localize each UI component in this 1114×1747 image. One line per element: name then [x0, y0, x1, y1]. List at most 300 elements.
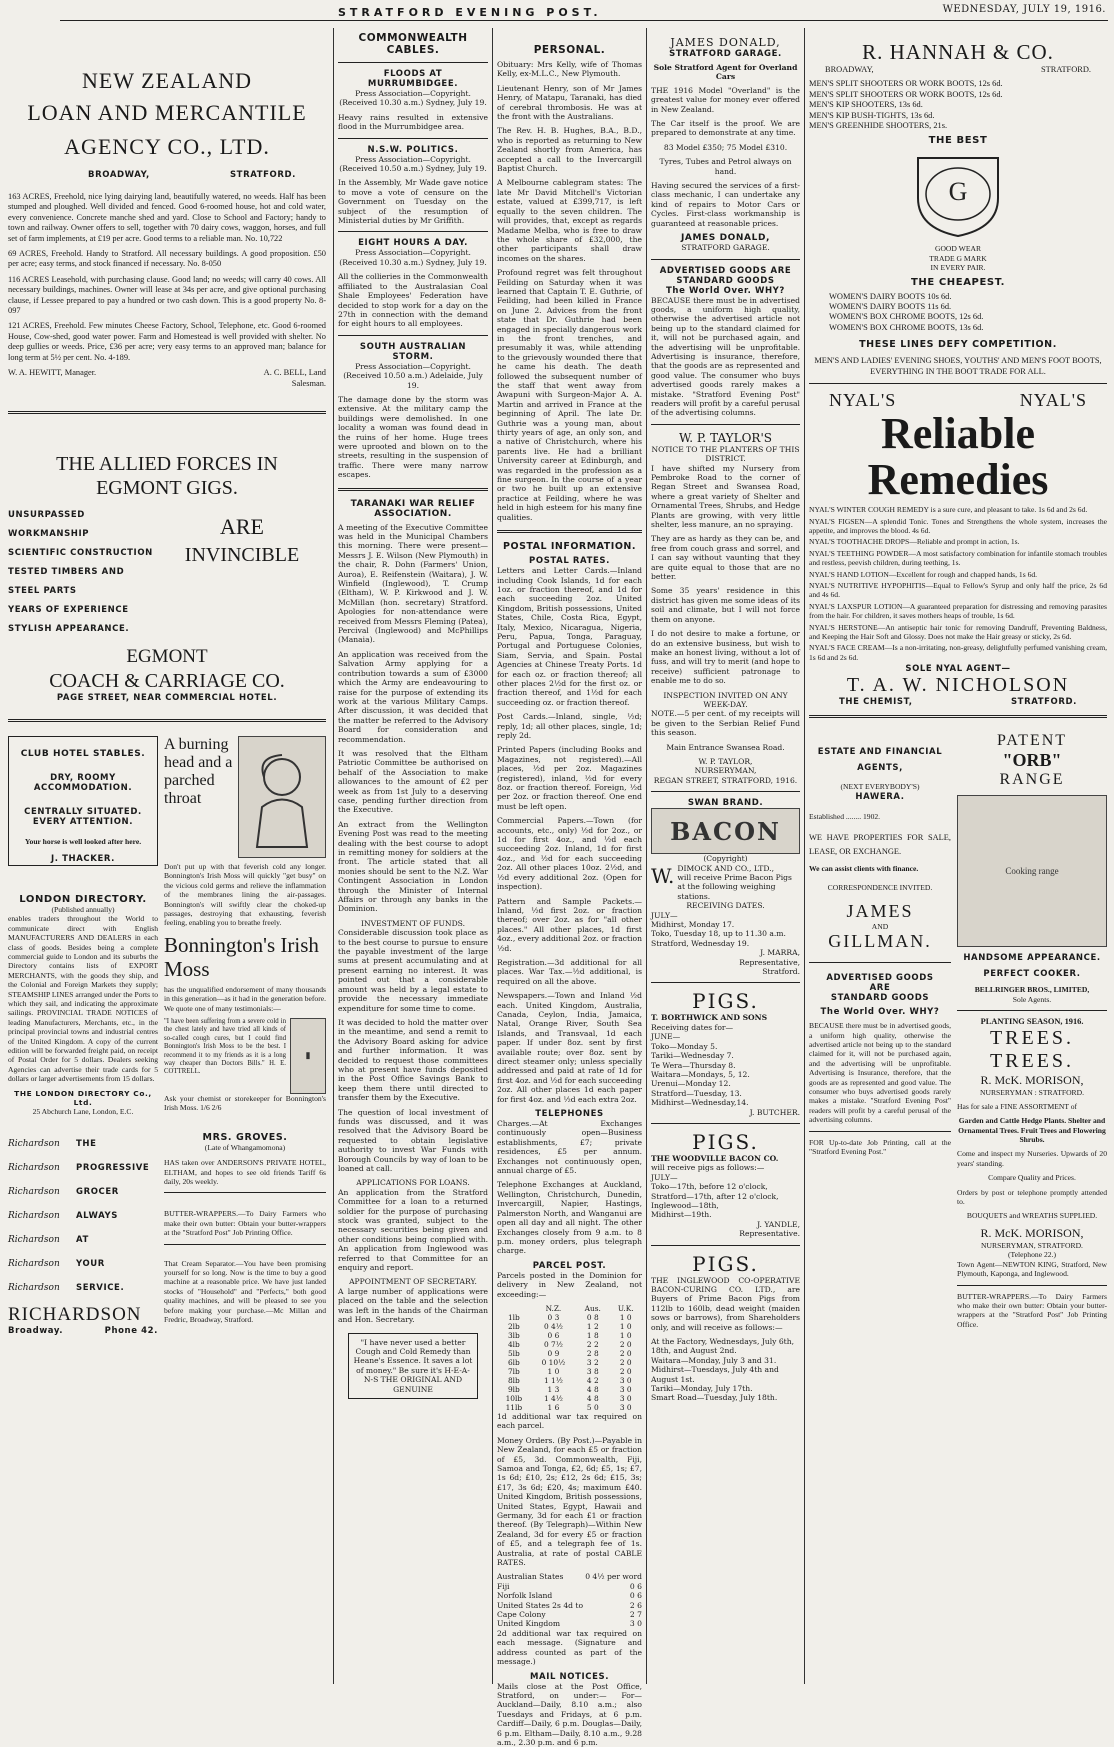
richardson-name: Richardson	[8, 1276, 68, 1300]
inglewood-date: At the Factory, Wednesdays, July 6th, 18th, and August 2nd.	[651, 1337, 800, 1356]
donald-text: 83 Model £350; 75 Model £310.	[651, 143, 800, 152]
nz-listing: 121 ACRES, Freehold. Few minutes Cheese Factory, School, Telephone, etc. Good 6-roomed House, Cow-shed, good water power. Farm and Homestead is well provided with shelter. No deep gullies or weeds. Price, £36 per acre; very easy terms to an approved man; balance for long term at 5½ per cent. No. 4-189.	[8, 321, 326, 363]
allied-lines	[8, 506, 158, 639]
table-cell: 0 6	[531, 1331, 576, 1340]
table-cell: 1 0	[609, 1322, 642, 1331]
borthwick-text: Receiving dates for—	[651, 1023, 800, 1032]
borthwick-date: Tariki—Wednesday 7.	[651, 1051, 800, 1060]
jg-correspondence: CORRESPONDENCE INVITED.	[809, 883, 951, 892]
hannah-line: WOMEN'S BOX CHROME BOOTS, 12s 6d.	[829, 312, 1107, 322]
article-text: Lieutenant Henry, son of Mr James Henry, of Matapu, Taranaki, has died of cerebral thrombosis. He was at the front with the Australians.	[497, 84, 642, 122]
table-cell: 0 4½	[531, 1322, 576, 1331]
table-row	[497, 1322, 642, 1331]
cable-dest: Fiji	[497, 1582, 509, 1591]
hannah-best: THE BEST	[809, 135, 1107, 146]
parcel-post-title: PARCEL POST.	[497, 1261, 642, 1271]
allied-line: YEARS OF EXPERIENCE	[8, 601, 158, 620]
section-rule	[338, 138, 488, 139]
article-text: Charges.—At Exchanges continuously open—Business establishments, £7; private residences, £5 per annum. Exchanges not continuously open, annual charge of £5.	[497, 1119, 642, 1175]
nicholson-town: STRATFORD.	[1011, 697, 1077, 707]
section-rule	[338, 62, 488, 63]
richardson-address: Broadway.	[8, 1326, 63, 1336]
table-row	[497, 1403, 642, 1412]
man-holding-head-icon	[242, 747, 322, 847]
richardson-ad	[8, 1132, 158, 1336]
allied-line: STEEL PARTS	[8, 582, 158, 601]
good-wear-mid: TRADE G MARK	[809, 254, 1107, 263]
section-rule	[809, 962, 951, 963]
article-text: An extract from the Wellington Evening Post was read to the meeting dealing with the best course to adopt in remitting money for soldiers at the front. The article stated that all monies should be sent to the N.Z. War Contingent Association in London through the Minister of Internal Affairs or through any banks in the Dominion.	[338, 820, 488, 914]
table-header	[497, 1304, 642, 1313]
article-text: Printed Papers (including Books and Magazines, not registered).—All places, ½d per 2oz. Magazines (registered), inland, ½d for every 8oz. or fraction thereof. Foreign, ½d per 2oz. or fraction thereof. One end must be left open.	[497, 745, 642, 811]
nyals-right: NYAL'S	[1020, 390, 1087, 411]
morison-name-2: R. McK. MORISON,	[957, 1226, 1107, 1241]
column-1	[8, 28, 326, 1684]
richardson-word: YOUR	[76, 1252, 105, 1276]
postal-title: POSTAL INFORMATION.	[497, 541, 642, 552]
section-rule	[651, 1123, 800, 1124]
heanes-ad: "I have never used a better Cough and Cold Remedy than Heane's Essence. It saves a lot of money." Be sure it's H-E-A-N-S THE ORIGINAL AND GENUINE	[348, 1333, 478, 1399]
header-rule	[60, 20, 1108, 21]
table-cell: 7lb	[497, 1367, 531, 1376]
nz-listing: 163 ACRES, Freehold, nice lying dairying land, beautifully watered, no weeds. Half has been stumped and ploughed. Well divided and fenced. Good 6-roomed house, hot and cold water, every convenience. Concrete manche shed and yard. Close to School and Factory; handy to town and railway. Owner offers to sell, together with 70 dairy cows, waggon, horses, and full set of farm implements, at £19 per acre. Good terms to a reliable man. No. 10,722	[8, 192, 326, 244]
dimock-name: DIMOCK AND CO., LTD.,	[677, 864, 800, 873]
nyals-item: NYAL'S WINTER COUGH REMEDY is a sure cure, and pleasant to take. 1s 6d and 2s 6d.	[809, 505, 1107, 514]
headline: EIGHT HOURS A DAY.	[338, 238, 488, 248]
planting-title: PLANTING SEASON, 1916.	[957, 1017, 1107, 1027]
postal-rates-title: POSTAL RATES.	[497, 556, 642, 566]
adv-title: ADVERTISED GOODS	[809, 973, 951, 983]
cable-dest: Australian States	[497, 1572, 563, 1581]
taylor-title: W. P. TAYLOR'S	[651, 431, 800, 445]
remedies-title: Remedies	[809, 457, 1107, 503]
nyals-item: NYAL'S HERSTONE—An antiseptic hair tonic for removing Dandruff, Preventing Baldness, and Keeping the Hair Soft and Glossy. Does not make the Hair greasy or sticky, 2s 6d.	[809, 623, 1107, 642]
nyals-left: NYAL'S	[829, 390, 896, 411]
section-rule	[809, 715, 1107, 718]
morison-text: Compare Quality and Prices.	[957, 1173, 1107, 1182]
club-line: CENTRALLY SITUATED. EVERY ATTENTION.	[13, 807, 153, 827]
taylor-text: Main Entrance Swansea Road.	[651, 743, 800, 752]
telephones-title: TELEPHONES	[497, 1109, 642, 1119]
section-rule	[651, 791, 800, 792]
allied-line: SCIENTIFIC CONSTRUCTION	[8, 544, 158, 563]
table-cell: 0 3	[531, 1313, 576, 1322]
trees-2: TREES.	[957, 1050, 1107, 1073]
inglewood-date: Midhirst—Tuesdays, July 4th and August 1st.	[651, 1365, 800, 1384]
good-wear-bottom: IN EVERY PAIR.	[809, 263, 1107, 272]
allied-line: TESTED TIMBERS AND	[8, 563, 158, 582]
richardson-footer	[8, 1326, 158, 1336]
club-bonnington-row	[8, 736, 326, 1118]
morison-text: BOUQUETS and WREATHS SUPPLIED.	[957, 1211, 1107, 1220]
article-text: Considerable discussion took place as to the best course to pursue to ensure the payable investment of the large sums at present accumulating and at present earning no interest. It was pointed out that a considerable amount was held by a legal estate to provide the necessary immediate expenditure for some time to come.	[338, 928, 488, 1013]
article-text: An application from the Stratford Committee for a loan to a returned soldier for the purpose of purchasing stock was granted, subject to the necessary securities being given and other conditions being complied with. An application from Inglewood was referred to that Committee for an enquiry and report.	[338, 1188, 488, 1273]
hannah-line: WOMEN'S DAIRY BOOTS 10s 6d.	[829, 292, 1107, 302]
nz-address-right: STRATFORD.	[230, 170, 296, 180]
section-rule	[957, 1010, 1107, 1011]
article-text: Newspapers.—Town and Inland ½d each. United Kingdom, Australia, Canada, Ceylon, India, Jamaica, Natal, Orange River, South Sea Islands, and Transvaal, 1d each paper. If under 8oz. sent by first available route; over 8oz. sent by direct steamer only; unless specially addressed and paid at rate of 1d for first 4oz. and ½d for each succeeding 2oz. All other places 1d each paper for first 4oz. and ½d each extra 2oz.	[497, 991, 642, 1104]
table-cell: 3 0	[609, 1394, 642, 1403]
jg-gillman: GILLMAN.	[809, 931, 951, 952]
pigs-title: PIGS.	[651, 1130, 800, 1154]
dimock-initial: W.	[651, 864, 674, 902]
donald-agent: Sole Stratford Agent for Overland Cars	[651, 63, 800, 82]
nyals-item: NYAL'S TOOTHACHE DROPS—Reliable and prompt in action, 1s.	[809, 537, 1107, 546]
dimock-line: Toko, Tuesday 18, up to 11.30 a.m.	[651, 929, 800, 938]
bonnington-title: Bonnington's Irish Moss	[164, 933, 326, 981]
section-rule	[8, 719, 326, 722]
column-divider	[333, 28, 334, 1684]
nz-listing: 69 ACRES, Freehold. Handy to Stratford. All necessary buildings. A good proposition. £50 per acre; easy terms, and stock financed if necessary. No. 8-050	[8, 249, 326, 270]
hannah-line: WOMEN'S DAIRY BOOTS 11s 6d.	[829, 302, 1107, 312]
donald-text: Tyres, Tubes and Petrol always on hand.	[651, 157, 800, 176]
headline: N.S.W. POLITICS.	[338, 145, 488, 155]
burn-text: Don't put up with that feverish cold any longer. Bonnington's Irish Moss will quickly "get busy" on the vicious cold germs and relieve the inflammation of the membranes lining the air-passages. Bonnington's will swiftly clear the choked-up passages, destroying that exhausting, feverish feeling, enabling you to breathe freely.	[164, 862, 326, 928]
cable-rate: 0 6	[630, 1591, 642, 1600]
article-text: The damage done by the storm was extensive. At the military camp the buildings were demolished. In one locality a woman was found dead in the ruins of her home. Huge trees were uprooted and blown on to the streets, resulting in the suspension of traffic. There were many narrow escapes.	[338, 395, 488, 480]
table-header-cell	[497, 1304, 531, 1313]
woodville-date: Inglewood—18th,	[651, 1201, 800, 1210]
cable-dest: Norfolk Island	[497, 1591, 552, 1600]
trees-1: TREES.	[957, 1027, 1107, 1050]
mrs-groves-title: MRS. GROVES.	[164, 1132, 326, 1143]
table-cell: 3 8	[576, 1367, 609, 1376]
cable-rate: 0 4½ per word	[585, 1572, 642, 1581]
column-divider	[492, 28, 493, 1684]
article-text: 2d additional war tax required on each message. (Signature and address counted as part of the message.)	[497, 1629, 642, 1667]
inglewood-text: THE INGLEWOOD CO-OPERATIVE BACON-CURING CO. LTD., are Buyers of Prime Bacon Pigs from 112lb to 160lb, dead weight (maiden sows or barrows), from Shareholders only, and will receive as follows:—	[651, 1276, 800, 1332]
taylor-sign: REGAN STREET, STRATFORD, 1916.	[651, 776, 800, 785]
table-cell: 8lb	[497, 1376, 531, 1385]
inglewood-date: Waitara—Monday, July 3 and 31.	[651, 1356, 800, 1365]
adv-title: ADVERTISED GOODS ARE STANDARD GOODS	[651, 266, 800, 286]
table-cell: 1 4½	[531, 1394, 576, 1403]
reliable-title: Reliable	[809, 411, 1107, 457]
article-text: Profound regret was felt throughout Feilding on Saturday when it was learned that Captain T. E. Guthrie, of Feilding, had been killed in France on June 2. Advices from the front state that Dr. Guthrie had been engaged in specially dangerous work in the front trenches, and presumably it was, while attending to the grievously wounded there that he came his death. The death followed the subsequent number of the staff that went away from Awapuni with Surgeon-Major A. A. Martin and arrived in France at the beginning of April. The late Dr. Guthrie was a young man, about thirty years of age, an only son, and a native of Christchurch, where his parents live. He had a brilliant University career at Edinburgh, and was regarded in the profession as a fine surgeon. In the course of a year or two he built up an extensive practice at Feilding, where he was held in high esteem for his many fine qualities.	[497, 268, 642, 522]
london-address: 25 Abchurch Lane, London, E.C.	[8, 1107, 158, 1116]
article-text: It was resolved that the Eltham Patriotic Committee be authorised on behalf of the Association to make allowances to the amount of £2 per week as from 1st July to a deserving case, pending further direction from the Executive.	[338, 749, 488, 815]
table-row	[497, 1385, 642, 1394]
borthwick-date: Midhirst—Wednesday,14.	[651, 1098, 800, 1107]
james-gillman-ad	[809, 726, 951, 1334]
table-row	[497, 1376, 642, 1385]
table-cell: 4 8	[576, 1385, 609, 1394]
section-rule	[164, 1244, 326, 1245]
jg-and: AND	[809, 922, 951, 931]
table-cell: 0 8	[576, 1313, 609, 1322]
table-cell: 1 0	[609, 1331, 642, 1340]
svg-text:G: G	[949, 177, 968, 206]
morison-sub: NURSERYMAN : STRATFORD.	[957, 1088, 1107, 1097]
good-wear-shield-icon	[910, 150, 1006, 240]
dimock-line: Midhirst, Monday 17.	[651, 920, 800, 929]
article-text: A large number of applications were placed on the table and the selection was left in the hands of the Chairman and Hon. Secretary.	[338, 1287, 488, 1325]
table-cell: 3 0	[609, 1403, 642, 1412]
table-header-cell: U.K.	[609, 1304, 642, 1313]
masthead: STRATFORD EVENING POST.	[338, 6, 602, 19]
nyals-item: NYAL'S LAXSPUR LOTION—A guaranteed preparation for distressing and removing parasites from the hair. For children, it saves mothers heaps of trouble, 1s 6d.	[809, 602, 1107, 621]
mrs-groves-text: HAS taken over ANDERSON'S PRIVATE HOTEL, ELTHAM, and hopes to see old friends Tariff 6s daily, 20s weekly.	[164, 1158, 326, 1186]
section-rule	[338, 488, 488, 491]
cable-rate: 3 0	[630, 1619, 642, 1628]
nyals-item: NYAL'S TEETHING POWDER—A most satisfactory combination for infantile stomach troubles and restless, peevish children, during teething, 1s.	[809, 549, 1107, 568]
richardson-row	[8, 1156, 158, 1180]
table-cell: 0 9	[531, 1349, 576, 1358]
nz-title-2: LOAN AND MERCANTILE	[8, 100, 326, 126]
inglewood-date: Tariki—Monday, July 17th.	[651, 1384, 800, 1393]
dimock-sign: Stratford.	[651, 967, 800, 976]
jg-agents: ESTATE AND FINANCIAL AGENTS,	[809, 744, 951, 776]
richardson-word: SERVICE.	[76, 1276, 124, 1300]
orb-sole: Sole Agents.	[957, 995, 1107, 1004]
table-cell: 2 0	[609, 1349, 642, 1358]
taylor-text: NOTE.—5 per cent. of my receipts will be given to the Serbian Relief Fund this season.	[651, 709, 800, 737]
taylor-inspect: INSPECTION INVITED ON ANY WEEK-DAY.	[651, 691, 800, 710]
section-rule	[338, 335, 488, 336]
hannah-line: MEN'S GREENHIDE SHOOTERS, 21s.	[809, 121, 1107, 131]
allied-are: ARE	[158, 514, 326, 540]
richardson-row	[8, 1276, 158, 1300]
hannah-address-left: BROADWAY,	[825, 65, 874, 75]
club-owner: J. THACKER.	[13, 854, 153, 864]
nyals-item: NYAL'S NUTRITIVE HYPOPHITIS—Equal to Fellow's Syrup and only half the price, 2s 6d and 4s 6d.	[809, 581, 1107, 600]
donald-sub: STRATFORD GARAGE.	[651, 49, 800, 59]
table-cell: 11lb	[497, 1403, 531, 1412]
section-rule	[809, 1131, 951, 1132]
borthwick-date: Stratford—Tuesday, 13.	[651, 1089, 800, 1098]
article-text: An application was received from the Salvation Army applying for a contribution towards a sum of £3000 which the Army are endeavouring to raise for the purpose of extending its work at the various Military Camps. After discussion, it was decided that the matter be referred to the Advisory Board for consideration and recommendation.	[338, 650, 488, 744]
bacon-logo: BACON	[651, 808, 800, 854]
morison-text: Garden and Cattle Hedge Plants. Shelter and Ornamental Trees. Fruit Trees and Flowering Shrubs.	[957, 1116, 1107, 1144]
section-rule	[338, 231, 488, 232]
nicholson-chemist: THE CHEMIST,	[839, 697, 913, 707]
london-title: LONDON DIRECTORY.	[8, 894, 158, 905]
table-cell: 3 0	[609, 1376, 642, 1385]
article-text: Commercial Papers.—Town (for accounts, etc., only) ½d for 2oz., or 1d for first 4oz., and ½d each succeeding 2oz. Inland, 1d for first 4oz., and ½d for each succeeding 2oz. All other places 10oz. 2½d, and ½d every additional 2oz. (Open for inspection).	[497, 816, 642, 891]
nicholson-name: T. A. W. NICHOLSON	[809, 674, 1107, 697]
burning-caption: A burning head and a parched throat	[164, 736, 234, 858]
table-row	[497, 1358, 642, 1367]
egmont-subtitle: COACH & CARRIAGE CO.	[8, 669, 326, 693]
borthwick-name: T. BORTHWICK AND SONS	[651, 1013, 800, 1022]
table-cell: 2 0	[609, 1367, 642, 1376]
woodville-sign: J. YANDLE,	[651, 1220, 800, 1229]
dateline: Press Association—Copyright. (Received 10.50 a.m.) Adelaide, July 19.	[338, 362, 488, 390]
cable-rate: 2 7	[630, 1610, 642, 1619]
nz-title-1: NEW ZEALAND	[8, 68, 326, 94]
dimock-sign: Representative,	[651, 958, 800, 967]
morison-sub-2: NURSERYMAN, STRATFORD.	[957, 1241, 1107, 1250]
table-row	[497, 1349, 642, 1358]
pigs-title: PIGS.	[651, 1252, 800, 1276]
richardson-row	[8, 1228, 158, 1252]
table-cell: 1 3	[531, 1385, 576, 1394]
article-text: It was decided to hold the matter over in the meantime, and send a remit to the Advisory Board asking for advice and further information. It was decided to request those committees who at present have funds deposited in the Post Office Savings Bank to keep them there until directed to transfer them by the Executive.	[338, 1018, 488, 1103]
table-header-cell: N.Z.	[531, 1304, 576, 1313]
adv-are: ARE	[809, 983, 951, 993]
mail-notices-title: MAIL NOTICES.	[497, 1672, 642, 1682]
section-rule	[651, 982, 800, 983]
section-rule	[497, 530, 642, 533]
page-header	[0, 0, 1114, 22]
job-printing: FOR Up-to-date Job Printing, call at the "Stratford Evening Post."	[809, 1138, 951, 1157]
table-cell: 4 8	[576, 1394, 609, 1403]
richardson-word: GROCER	[76, 1180, 119, 1204]
club-line: DRY, ROOMY ACCOMMODATION.	[13, 773, 153, 793]
hannah-line: WOMEN'S BOX CHROME BOOTS, 13s 6d.	[829, 323, 1107, 333]
jg-established: Established ........ 1902.	[809, 812, 951, 821]
allied-invincible: INVINCIBLE	[158, 544, 326, 567]
nyals-item: NYAL'S FIGSEN—A splendid Tonic. Tones and Strengthens the whole system, increases the appetite, and improves the blood. 4s 6d.	[809, 517, 1107, 536]
hannah-cheapest: THE CHEAPEST.	[809, 277, 1107, 288]
table-cell: 1 0	[609, 1313, 642, 1322]
butter-wrappers-text: BUTTER-WRAPPERS.—To Dairy Farmers who make their own butter: Obtain your butter-wrappers at the "Stratford Post" Job Printing Office.	[164, 1209, 326, 1237]
cables-title: COMMONWEALTH CABLES.	[338, 32, 488, 56]
table-cell: 2 8	[576, 1349, 609, 1358]
borthwick-date: Waitara—Mondays, 5, 12.	[651, 1070, 800, 1079]
table-cell: 5 0	[576, 1403, 609, 1412]
swan-brand: SWAN BRAND.	[651, 798, 800, 808]
nz-address-left: BROADWAY,	[88, 170, 150, 180]
orb-agents: BELLRINGER BROS., LIMITED,	[957, 985, 1107, 994]
table-cell: 4 2	[576, 1376, 609, 1385]
table-cell: 9lb	[497, 1385, 531, 1394]
table-cell: 3lb	[497, 1331, 531, 1340]
article-text: The question of local investment of funds was discussed, and it was resolved that the Advisory Board be requested to obtain legislative authority to invest War Funds with Borough Councils by way of loan to be loaned at call.	[338, 1108, 488, 1174]
range-stove-image: Cooking range	[957, 795, 1107, 947]
subheading: APPOINTMENT OF SECRETARY.	[338, 1277, 488, 1286]
dimock-text: will receive Prime Bacon Pigs at the following weighing stations.	[677, 873, 800, 901]
dateline: Press Association—Copyright. (Received 10.50 a.m.) Sydney, July 19.	[338, 155, 488, 174]
richardson-name: Richardson	[8, 1228, 68, 1252]
dimock-line: JULY—	[651, 911, 800, 920]
richardson-word: AT	[76, 1228, 89, 1252]
man-illustration	[238, 736, 326, 858]
good-wear-badge	[809, 150, 1107, 240]
lower-col5	[809, 726, 1107, 1334]
grocer-row	[8, 1132, 326, 1336]
table-cell: 10lb	[497, 1394, 531, 1403]
hannah-line: MEN'S SPLIT SHOOTERS OR WORK BOOTS, 12s 6d.	[809, 90, 1107, 100]
cable-rate: 2 6	[630, 1601, 642, 1610]
woodville-text: will receive pigs as follows:—	[651, 1163, 800, 1172]
hannah-mens-lines	[809, 79, 1107, 131]
subheading: APPLICATIONS FOR LOANS.	[338, 1178, 488, 1187]
donald-title: JAMES DONALD,	[651, 36, 800, 49]
hannah-address	[825, 65, 1091, 75]
allied-title-1: THE ALLIED FORCES IN	[8, 452, 326, 476]
article-text: Pattern and Sample Packets.—Inland, ½d first 2oz. or fraction thereof; over 2oz. as for "all other places." All other places, 1d first 4oz., every additional 2oz. or fraction ½d.	[497, 897, 642, 953]
woodville-name: THE WOODVILLE BACON CO.	[651, 1154, 800, 1163]
richardson-name: Richardson	[8, 1204, 68, 1228]
good-wear-top: GOOD WEAR	[809, 244, 1107, 253]
woodville-date: Stratford—17th, after 12 o'clock,	[651, 1192, 800, 1201]
borthwick-date: Toko—Monday 5.	[651, 1042, 800, 1051]
hannah-line: MEN'S KIP BUSH-TIGHTS, 13s 6d.	[809, 111, 1107, 121]
table-cell: 3 0	[609, 1385, 642, 1394]
hannah-title: R. HANNAH & CO.	[809, 40, 1107, 65]
section-rule	[809, 383, 1107, 384]
borthwick-sign: J. BUTCHER.	[651, 1108, 800, 1117]
table-cell: 1 6	[531, 1403, 576, 1412]
egmont-title: EGMONT	[8, 645, 326, 669]
section-rule	[651, 1245, 800, 1246]
column-divider	[804, 28, 805, 1684]
london-text: enables traders throughout the World to communicate direct with English MANUFACTURERS AND DEALERS in each class of goods. Besides being a complete commercial guide to London and its suburbs the Directory contains lists of EXPORT MERCHANTS, with the goods they ship, and the Colonial and Foreign Markets they supply; STEAMSHIP LINES arranged under the Ports to which they sail, and indicating the approximate sailings. PROVINCIAL TRADE NOTICES of leading Manufacturers, Merchants, etc., in the principal provincial towns and industrial centres of the United Kingdom. A copy of the current edition will be forwarded freight paid, on receipt of Postal Order for 5 dollars. Dealers seeking Agencies can advertise their trade cards for 5 dollars or larger advertisements from 15 dollars.	[8, 914, 158, 1083]
table-cell: 4lb	[497, 1340, 531, 1349]
richardson-word: PROGRESSIVE	[76, 1156, 149, 1180]
richardson-row	[8, 1180, 158, 1204]
cable-dest: Cape Colony	[497, 1610, 546, 1619]
richardson-name: Richardson	[8, 1252, 68, 1276]
article-text: Obituary: Mrs Kelly, wife of Thomas Kelly, ex-M.L.C., New Plymouth.	[497, 60, 642, 79]
orb-heading	[957, 732, 1107, 789]
article-text: Registration.—3d additional for all places. War Tax.—½d additional, is required on all the above.	[497, 958, 642, 986]
taylor-text: I have shifted my Nursery from Pembroke Road to the corner of Regan Street and Swansea Road, where a great variety of Shelter and Ornamental Trees, Shrubs, and Hedge Plants are growing, with very little shelter, less manure, an no spraying.	[651, 464, 800, 530]
cable-dest: United Kingdom	[497, 1619, 560, 1628]
nyals-header	[829, 390, 1087, 411]
jg-next: (NEXT EVERYBODY'S)	[809, 782, 951, 791]
table-header-cell: Aus.	[576, 1304, 609, 1313]
jg-james: JAMES	[809, 901, 951, 922]
article-text: A meeting of the Executive Committee was held in the Municipal Chambers this morning. There were present—Messrs J. E. Wilson (New Plymouth) in the chair, R. Dohn (Farmers' Union, Auroa), E. Reifenstein (Waitara), J. W. Winfield (Inglewood), T. Crump (Eltham), W. P. Kirkwood and J. W. McMillan (hon. secretary) Stratford. Apologies for non-attendance were received from Messrs Fleming (Patea), Percival (Inglewood) and McPhillips (Manaia).	[338, 523, 488, 645]
cable-dest: United States 2s 4d to	[497, 1601, 583, 1610]
section-rule	[651, 259, 800, 260]
taylor-text: I do not desire to make a fortune, or do an extensive business, but wish to make an honest living, without a lot of fuss, and will try to merit (and hope to receive) sufficient patronage to enable me to do so.	[651, 629, 800, 685]
adv-standard: STANDARD GOODS	[809, 993, 951, 1003]
richardson-word: ALWAYS	[76, 1204, 118, 1228]
taylor-text: Some 35 years' residence in this district has given me some ideas of its soil and climate, but I will not force them on anyone.	[651, 586, 800, 624]
nyals-agent: SOLE NYAL AGENT—	[809, 664, 1107, 674]
morison-name: R. McK. MORISON,	[957, 1073, 1107, 1088]
london-company: THE LONDON DIRECTORY Co., Ltd.	[8, 1089, 158, 1107]
hannah-defy: THESE LINES DEFY COMPETITION.	[809, 339, 1107, 350]
jg-properties: WE HAVE PROPERTIES FOR SALE, LEASE, OR EXCHANGE.	[809, 831, 951, 859]
egmont-address: PAGE STREET, NEAR COMMERCIAL HOTEL.	[8, 693, 326, 703]
allied-line: STYLISH APPEARANCE.	[8, 620, 158, 639]
richardson-name: Richardson	[8, 1180, 68, 1204]
borthwick-date: Te Wera—Thursday 8.	[651, 1061, 800, 1070]
morison-agent: Town Agent—NEWTON KING, Stratford, New Plymouth, Kaponga, and Inglewood.	[957, 1260, 1107, 1279]
headline: FLOODS AT MURRUMBIDGEE.	[338, 69, 488, 89]
nz-title-3: AGENCY CO., LTD.	[8, 134, 326, 160]
london-sub: (Published annually)	[8, 905, 158, 914]
donald-text: THE 1916 Model "Overland" is the greatest value for money ever offered in New Zealand.	[651, 86, 800, 114]
dateline: Press Association—Copyright. (Received 10.30 a.m.) Sydney, July 19.	[338, 89, 488, 108]
swan-copyright: (Copyright)	[651, 854, 800, 863]
article-text: 1d additional war tax required on each parcel.	[497, 1412, 642, 1431]
table-row	[497, 1313, 642, 1322]
dimock-dates: RECEIVING DATES.	[651, 901, 800, 910]
table-cell: 2 2	[576, 1340, 609, 1349]
table-cell: 5lb	[497, 1349, 531, 1358]
table-cell: 2lb	[497, 1322, 531, 1331]
war-relief-title: TARANAKI WAR RELIEF ASSOCIATION.	[338, 499, 488, 519]
table-row	[497, 1340, 642, 1349]
orb-name: "ORB"	[957, 750, 1107, 771]
allied-body	[8, 506, 326, 639]
taylor-sub: NOTICE TO THE PLANTERS OF THIS DISTRICT.	[651, 445, 800, 464]
orb-range: RANGE	[957, 771, 1107, 789]
cable-rate: 0 6	[630, 1582, 642, 1591]
article-text: Mails close at the Post Office, Stratford, on under:— For— Auckland—Daily, 8.10 a.m.; also Tuesdays and Fridays, at 6 p.m. Cardiff—Daily, 6 p.m. Douglas—Daily, 6 p.m. Eltham—Daily, 8.10 a.m., 9.28 a.m., 2.30 p.m. and 6 p.m.	[497, 1682, 642, 1747]
personal-title: PERSONAL.	[497, 44, 642, 56]
adv-text: BECAUSE there must be in advertised goods, a uniform high quality, otherwise the advertised article not being up to the standard claimed for it, will not be purchased again, and the advertising will be unprofitable. Advertising is insurance, therefore, that the goods are as represented and good value. The consumer who buys advertised goods rarely makes a mistake. "Stratford Evening Post" readers will profit by a careful perusal of the advertising columns.	[651, 296, 800, 418]
woodville-date: Midhirst—19th.	[651, 1210, 800, 1219]
richardson-word: THE	[76, 1132, 97, 1156]
morison-text: Has for sale a FINE ASSORTMENT of	[957, 1102, 1107, 1111]
article-text: The Rev. H. B. Hughes, B.A., B.D., who is reported as returning to New Zealand shortly from America, has accepted a call to the Invercargill Baptist Church.	[497, 126, 642, 173]
